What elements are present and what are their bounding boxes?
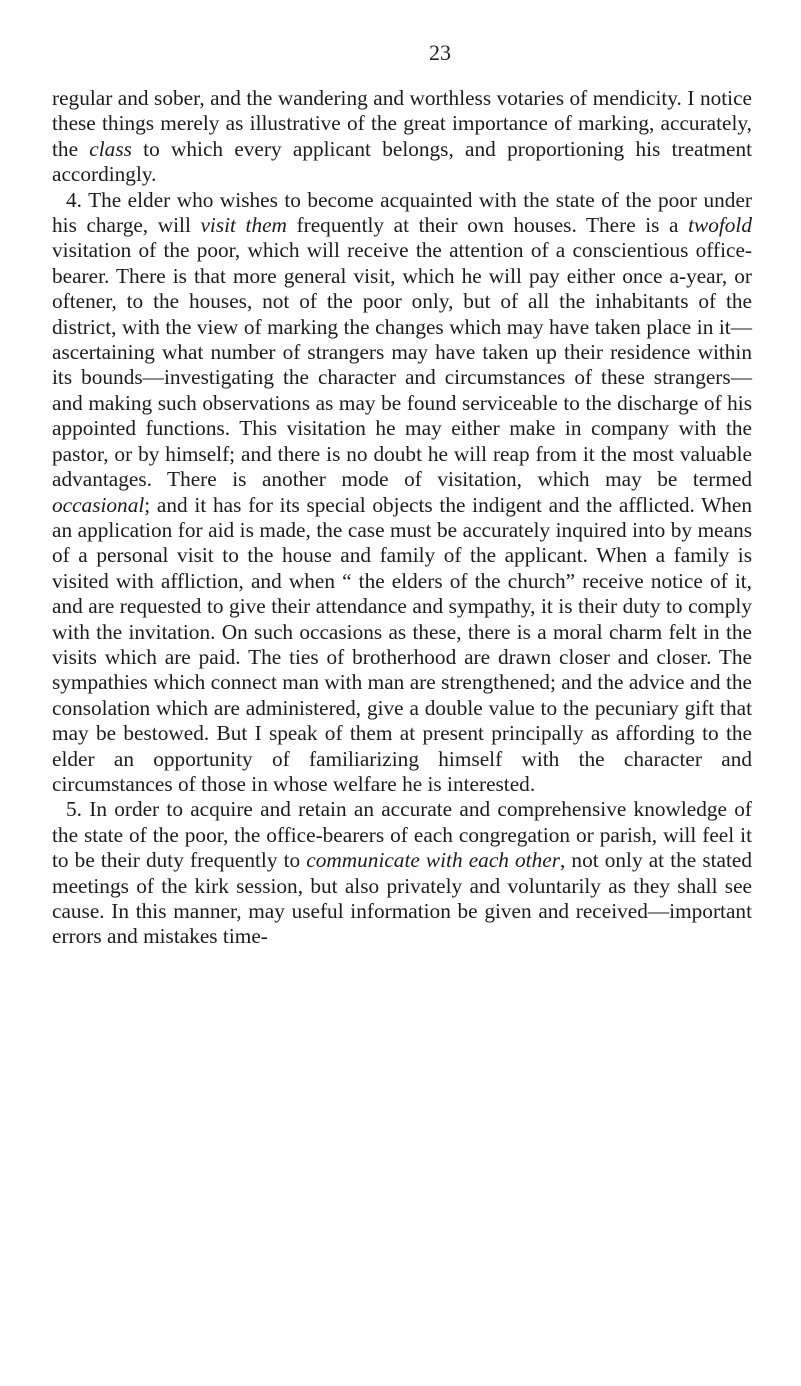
text-run: visitation of the poor, which will receive the attention of a conscientious office-bearer. There is that more general visit, which he will pay either once a-year, or oftener, to the houses, not of the poor only, but of all the inhabitants of the district, with the view of marking the changes which may have taken place in it—ascertaining what number of strangers may have taken up their residence within its bounds—investigating the character and circumstances of these strangers—and making such observations as may be found serviceable to the discharge of his appointed functions. This visitation he may either make in company with the pastor, or by himself; and there is no doubt he will reap from it the most valuable advantages. There is another mode of visitation, which may be termed: [52, 238, 752, 492]
paragraph-2: [52, 188, 752, 798]
body-text: [52, 86, 752, 950]
italic-run: communicate with each other: [306, 848, 560, 873]
italic-run: visit them: [200, 213, 287, 238]
text-run: ; and it has for its special objects the indigent and the afflicted. When an application for aid is made, the case must be accurately inquired into by means of a personal visit to the house and family of the applicant. When a family is visited with affliction, and when “ the elders of the church” receive notice of it, and are requested to give their attendance and sympathy, it is their duty to comply with the invitation. On such occasions as these, there is a moral charm felt in the visits which are paid. The ties of brotherhood are drawn closer and closer. The sympathies which connect man with man are strengthened; and the advice and the consolation which are administered, give a double value to the pecuniary gift that may be bestowed. But I speak of them at present principally as affording to the elder an opportunity of familiarizing himself with the character and circumstances of those in whose welfare he is interested.: [52, 492, 752, 796]
paragraph-3: [52, 797, 752, 949]
italic-run: class: [89, 136, 132, 161]
paragraph-1: [52, 86, 752, 188]
text-run: regular and sober, and the wandering and worthless votaries of mendicity. I notice these things merely as illustrative of the great importance of marking, accurately, the: [52, 86, 752, 161]
italic-run: twofold: [688, 213, 752, 238]
text-run: frequently at their own houses. There is a: [286, 213, 689, 238]
italic-run: occasional: [52, 492, 145, 517]
text-run: to which every applicant belongs, and proportioning his treatment accordingly.: [52, 136, 753, 187]
text-run: , not only at the stated meetings of the kirk session, but also privately and voluntarily as they shall see cause. In this manner, may useful information be given and received—important errors and mistakes time-: [52, 848, 752, 949]
text-run: 5. In order to acquire and retain an accurate and comprehensive knowledge of the state of the poor, the office-bearers of each congregation or parish, will feel it to be their duty frequently to: [52, 797, 752, 873]
page-number: 23: [429, 40, 451, 65]
text-run: 4. The elder who wishes to become acquainted with the state of the poor under his charge, will: [52, 187, 752, 238]
